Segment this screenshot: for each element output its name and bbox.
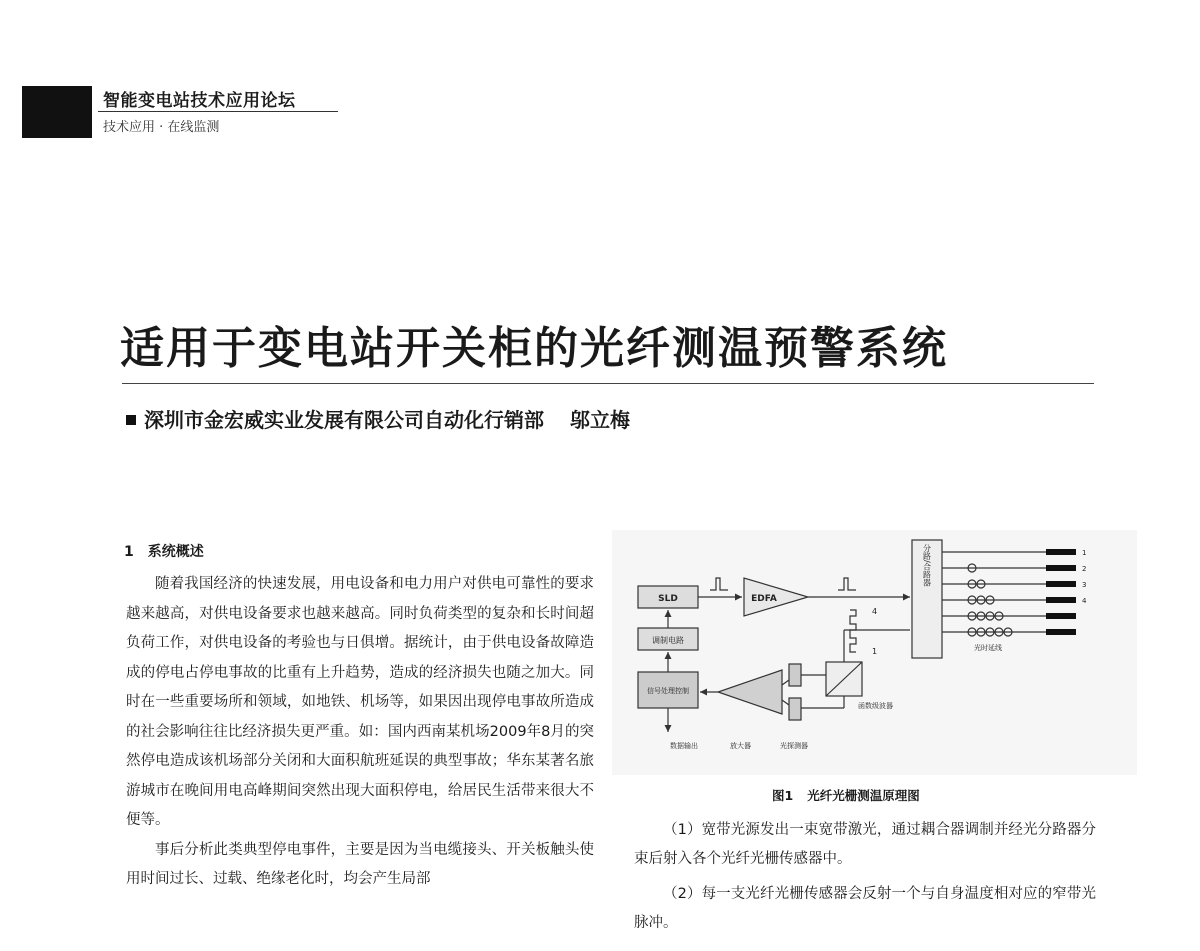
amplifier-triangle	[718, 670, 782, 714]
figure-number: 图1	[772, 788, 794, 803]
byline	[126, 404, 630, 433]
right-column-text	[634, 816, 1096, 938]
figure-1-diagram	[612, 530, 1137, 775]
grating-sensor-6	[1046, 629, 1076, 635]
demodulator-label: 函数级波器	[858, 702, 893, 710]
bullet-square-icon	[126, 415, 136, 425]
paragraph: 事后分析此类典型停电事件，主要是因为当电缆接头、开关板触头使用时间过长、过载、绝缘老化时，均会产生局部	[126, 841, 594, 887]
section-heading	[124, 541, 204, 561]
pulse-top-label: 4	[872, 607, 878, 616]
channel-4-label: 4	[1082, 597, 1087, 605]
processor-label: 信号处理控制	[647, 687, 689, 695]
fiber-delay-label: 光时延线	[974, 644, 1002, 652]
edfa-label: EDFA	[751, 594, 777, 604]
detector-box-2	[789, 698, 801, 720]
channel-2-label: 2	[1082, 565, 1087, 573]
pulse-bottom-label: 1	[872, 647, 878, 656]
splitter-label: 分路/合路器	[922, 544, 932, 587]
amplifier-label: 放大器	[730, 742, 751, 750]
affiliation: 深圳市金宏威实业发展有限公司自动化行销部	[144, 408, 544, 432]
section-number: 1	[124, 544, 134, 560]
article-title: 适用于变电站开关柜的光纤测温预警系统	[120, 323, 948, 374]
figure-caption-text: 光纤光栅测温原理图	[807, 788, 920, 803]
grating-sensor-5	[1046, 613, 1076, 619]
figure-caption	[772, 786, 920, 804]
title-divider	[122, 383, 1094, 384]
sld-label: SLD	[658, 594, 678, 604]
paragraph: （2）每一支光纤光栅传感器会反射一个与自身温度相对应的窄带光脉冲。	[634, 886, 1096, 931]
grating-sensor-1	[1046, 549, 1076, 555]
detector-label: 光探测器	[780, 742, 808, 750]
paragraph: 随着我国经济的快速发展，用电设备和电力用户对供电可靠性的要求越来越高，对供电设备要求也越来越高。同时负荷类型的复杂和长时间超负荷工作，对供电设备的考验也与日俱增。据统计，由于供电设备故障造成的停电占停电事故的比重有上升趋势，造成的经济损失也随之加大。同时在一些重要场所和领域，如地铁、机场等，如果因出现停电事故所造成的社会影响往往比经济损失更严重。如：国内西南某机场2009年8月的突然停电造成该机场部分关闭和大面积航班延误的典型事故；华东某著名旅游城市在晚间用电高峰期间突然出现大面积停电，给居民生活带来很大不便等。	[126, 576, 594, 828]
journal-title: 智能变电站技术应用论坛	[103, 91, 296, 111]
detector-box-1	[789, 664, 801, 686]
channel-3-label: 3	[1082, 581, 1087, 589]
grating-sensor-4	[1046, 597, 1076, 603]
channel-1-label: 1	[1082, 549, 1087, 557]
pulse-1	[710, 578, 728, 590]
left-column-text	[126, 570, 594, 895]
pulse-2	[838, 578, 856, 590]
grating-sensor-2	[1046, 565, 1076, 571]
section-label: 技术应用 · 在线监测	[103, 120, 220, 135]
header-divider	[98, 111, 338, 112]
pulse-train	[850, 610, 856, 652]
header-black-block	[22, 86, 92, 138]
grating-sensor-3	[1046, 581, 1076, 587]
paragraph: （1）宽带光源发出一束宽带激光，通过耦合器调制并经光分路器分束后射入各个光纤光栅传感器中。	[634, 822, 1096, 867]
section-title: 系统概述	[147, 544, 204, 560]
modulator-label: 调制电路	[652, 636, 684, 645]
author: 邬立梅	[570, 408, 630, 432]
data-output-label: 数据输出	[670, 742, 698, 750]
